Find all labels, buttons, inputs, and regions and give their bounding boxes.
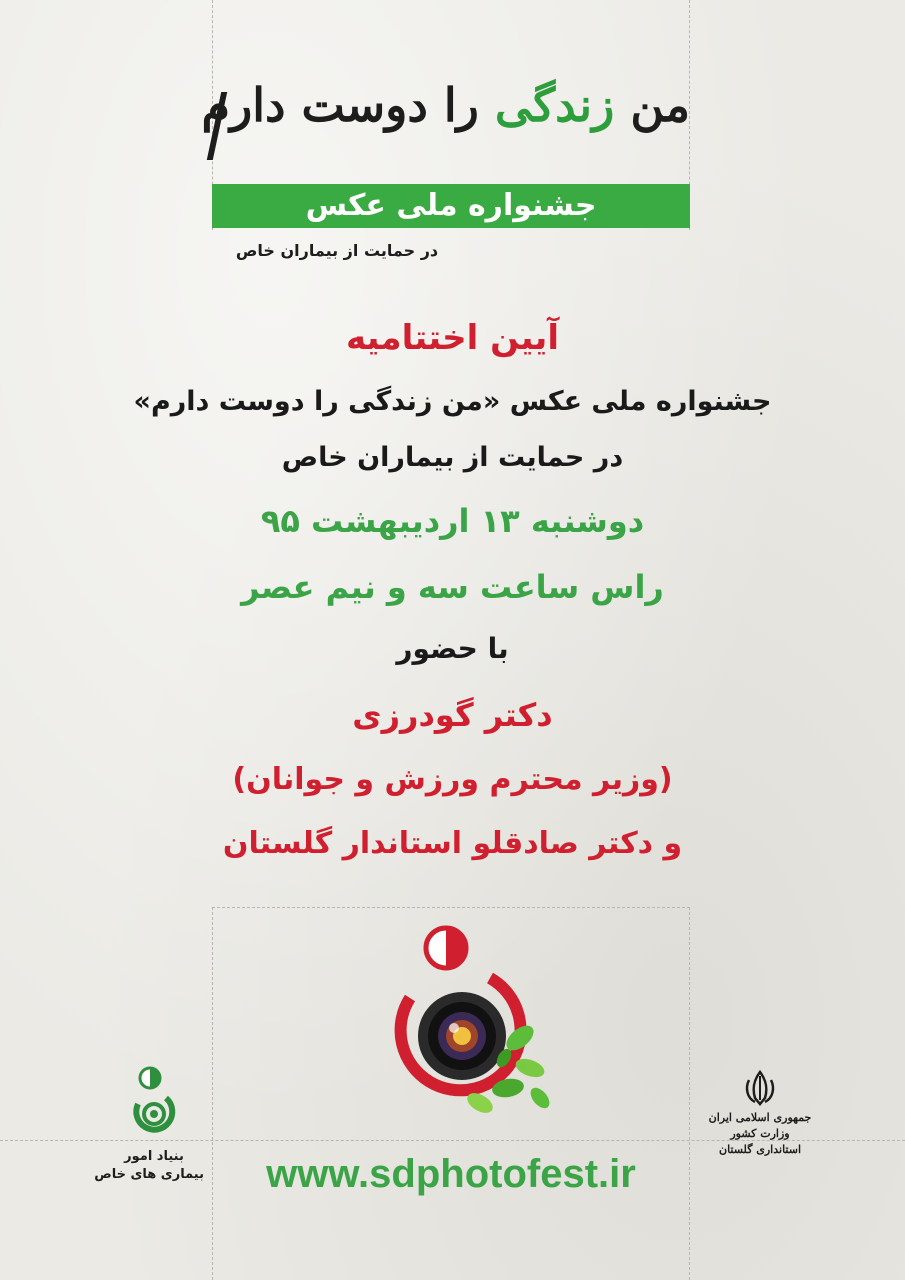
iran-emblem-icon bbox=[743, 1070, 777, 1106]
emblem-label-line2: وزارت کشور bbox=[730, 1127, 790, 1140]
ministry-emblem bbox=[705, 1070, 815, 1200]
event-time: راس ساعت سه و نیم عصر bbox=[241, 568, 664, 606]
guide-line-left-lower bbox=[212, 907, 213, 1280]
festival-banner: جشنواره ملی عکس bbox=[212, 184, 690, 228]
presence-label: با حضور bbox=[396, 632, 509, 665]
foundation-label-line2: بیماری های خاص bbox=[94, 1167, 204, 1182]
guest-one-role: (وزیر محترم ورزش و جوانان) bbox=[232, 762, 673, 797]
guide-line-top bbox=[212, 907, 690, 908]
support-line: در حمایت از بیماران خاص bbox=[281, 442, 624, 473]
festival-line: جشنواره ملی عکس «من زندگی را دوست دارم» bbox=[133, 386, 772, 417]
title-accent: زندگی bbox=[494, 78, 615, 132]
festival-subtitle: در حمایت از بیماران خاص bbox=[235, 241, 439, 260]
event-date: دوشنبه ۱۳ اردیبهشت ۹۵ bbox=[260, 502, 645, 540]
festival-website-link[interactable]: www.sdphotofest.ir bbox=[266, 1152, 636, 1196]
camera-lens-leaf-icon bbox=[380, 918, 550, 1128]
ceremony-heading: آیین اختتامیه bbox=[346, 318, 559, 358]
guest-two: و دکتر صادقلو استاندار گلستان bbox=[222, 826, 683, 861]
emblem-label-line1: جمهوری اسلامی ایران bbox=[708, 1111, 812, 1124]
foundation-label-line1: بنیاد امور bbox=[124, 1149, 184, 1164]
guide-line-right-lower bbox=[689, 907, 690, 1280]
guest-one: دکتر گودرزی bbox=[352, 696, 553, 734]
foundation-logo bbox=[94, 1064, 204, 1194]
festival-logo bbox=[380, 918, 550, 1128]
foundation-logo-icon bbox=[130, 1064, 178, 1144]
emblem-label-line3: استانداری گلستان bbox=[718, 1143, 802, 1156]
festival-title: من زندگی را دوست دارم bbox=[201, 78, 690, 132]
